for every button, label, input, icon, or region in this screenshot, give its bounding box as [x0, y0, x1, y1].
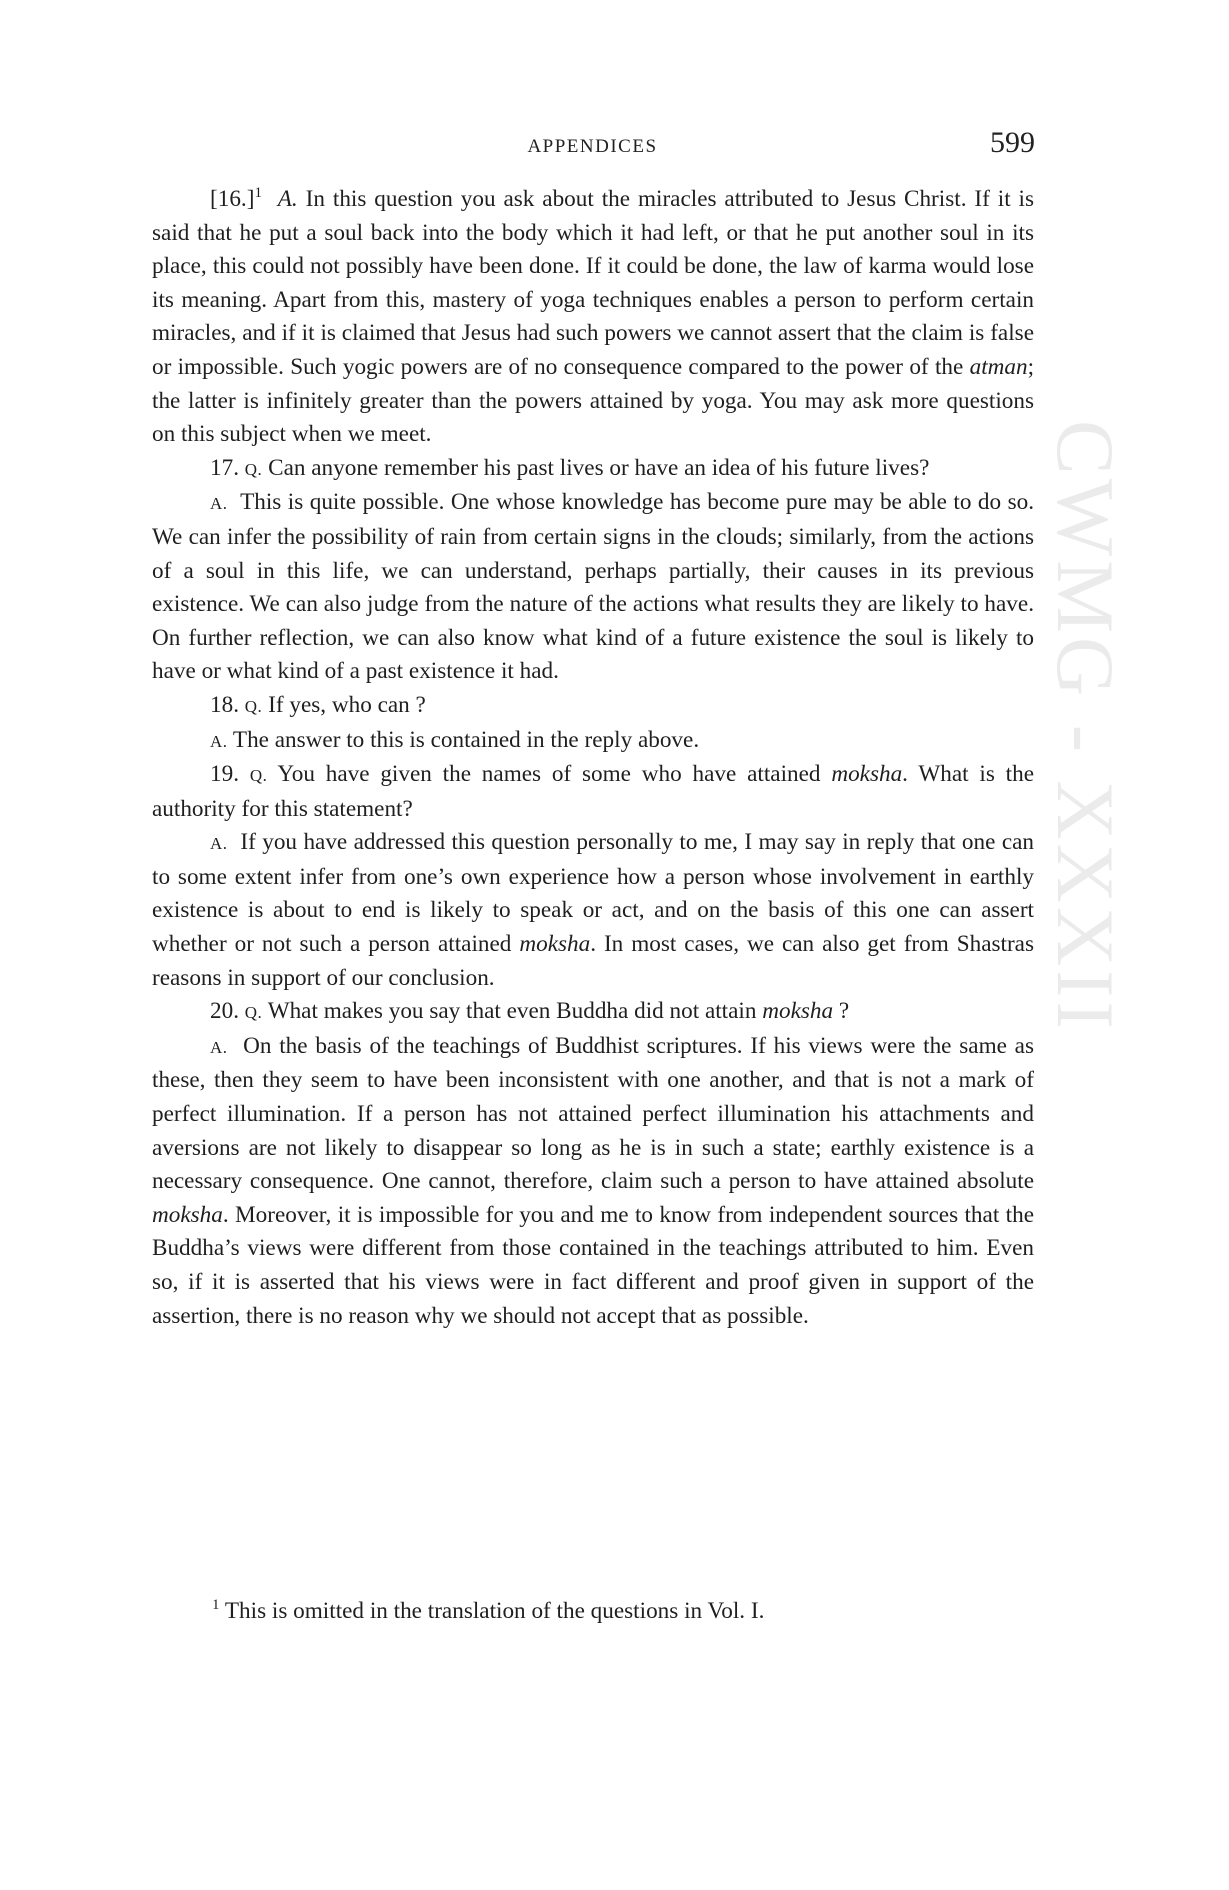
question-17 [152, 452, 1034, 487]
question-text: If yes, who can ? [268, 691, 426, 718]
answer-text: . In most cases, we can also get from Shastras reasons in support of our conclusion. [152, 931, 1035, 991]
question-label: Q. [244, 1003, 263, 1023]
answer-19 [152, 826, 1034, 995]
page-body [152, 183, 1034, 1333]
emphasis-term: moksha [519, 931, 591, 958]
emphasis-term: atman [969, 353, 1028, 380]
answer-text: . Moreover, it is impossible for you and me to know from independent sources that the Buddha’s views were different from those contained in the teachings attributed to him. Even so, if it is asserted that his views were in fact different and proof given in support of the assertion, there is no reason why we should not accept that as possible. [152, 1201, 1034, 1329]
answer-label: A. [210, 1037, 228, 1057]
question-label: Q. [249, 766, 268, 786]
paragraph-text: In this question you ask about the miracles attributed to Jesus Christ. If it is said that he put a soul back into the body which it had left, or that he put another soul in its place, this could not possibly have been done. If it could be done, the law of karma would lose its meaning. Apart from this, mastery of yoga techniques enables a person to perform certain miracles, and if it is claimed that Jesus had such powers we cannot assert that the claim is false or impossible. Such yogic powers are of no consequence compared to the power of the [152, 186, 1035, 380]
answer-label: A. [277, 186, 298, 212]
question-20 [152, 995, 1034, 1030]
question-text: What makes you say that even Buddha did not attain [267, 998, 757, 1025]
question-18 [152, 689, 1034, 724]
footnote-text: This is omitted in the translation of the questions in Vol. I. [224, 1598, 765, 1624]
question-text: . What is the authority for this statement? [152, 761, 1035, 822]
emphasis-term: moksha [152, 1201, 223, 1228]
paragraph-text: ; the latter is infinitely greater than the powers attained by yoga. You may ask more questions on this subject when we meet. [152, 353, 1035, 448]
footnote-mark: 1 [212, 1597, 220, 1613]
item-number: 19. [210, 761, 239, 788]
emphasis-term: moksha [762, 998, 834, 1025]
question-text: Can anyone remember his past lives or have an idea of his future lives? [268, 454, 930, 481]
answer-20 [152, 1030, 1034, 1333]
page-number: 599 [990, 126, 1035, 159]
answer-text: If you have addressed this question personally to me, I may say in reply that one can to some extent infer from one’s own experience how a person whose involvement in earthly existence is about to end is likely to speak or act, and on the basis of this one can assert whether or not such a person attained [152, 829, 1035, 958]
running-head: APPENDICES [527, 136, 658, 157]
answer-label: A. [210, 834, 228, 854]
answer-label: A. [210, 494, 228, 514]
item-number: 18. [210, 691, 239, 718]
answer-18 [152, 724, 1034, 759]
page-header [150, 126, 1035, 166]
paragraph-16 [152, 183, 1034, 452]
question-19 [152, 758, 1034, 826]
answer-label: A. [210, 731, 228, 751]
question-text: You have given the names of some who have attained [277, 761, 821, 788]
question-label: Q. [244, 459, 263, 479]
answer-text: On the basis of the teachings of Buddhist scriptures. If his views were the same as these, then they seem to have been inconsistent with one another, and that is not a mark of perfect illumination. If a person has not attained perfect illumination his attachments and aversions are not likely to disappear so long as he is in such a state; earthly existence is a necessary consequence. One cannot, therefore, claim such a person to have attained absolute [152, 1032, 1034, 1195]
answer-17 [152, 486, 1034, 689]
footnote-ref: 1 [254, 185, 262, 201]
watermark: CWMG - XXXII [1040, 420, 1131, 1033]
question-label: Q. [244, 696, 263, 716]
question-text: ? [833, 998, 850, 1025]
item-number: 17. [210, 454, 239, 481]
emphasis-term: moksha [831, 761, 903, 788]
answer-text: This is quite possible. One whose knowledge has become pure may be able to do so. We can infer the possibility of rain from certain signs in the clouds; similarly, from the actions of a soul in this life, we can understand, perhaps partially, their causes in its previous existence. We can also judge from the nature of the actions what results they are likely to have. On further reflection, we can also know what kind of a future existence the soul is likely to have or what kind of a past existence it had. [152, 489, 1034, 685]
item-number: [16.] [210, 186, 255, 212]
footnote [212, 1594, 1032, 1628]
item-number: 20. [210, 998, 239, 1025]
answer-text: The answer to this is contained in the reply above. [232, 726, 700, 753]
